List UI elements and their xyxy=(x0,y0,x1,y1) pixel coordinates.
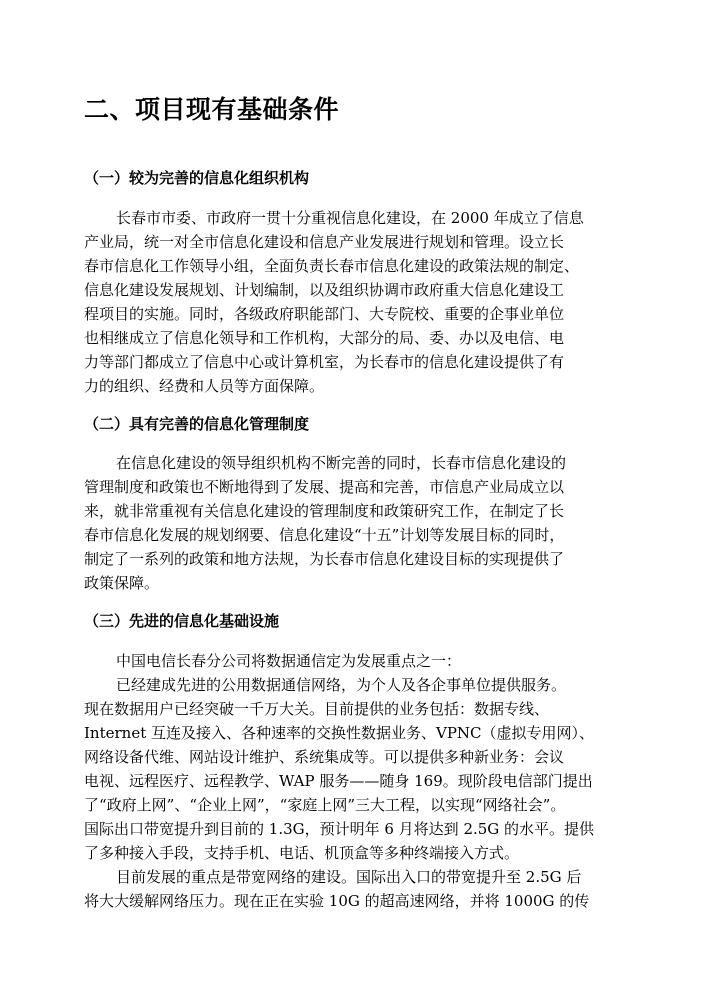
paragraph-line: 现在数据用户已经突破一千万大关。目前提供的业务包括：数据专线、 xyxy=(84,700,550,718)
paragraph-line: 在信息化建设的领导组织机构不断完善的同时，长春市信息化建设的 xyxy=(116,454,567,472)
section-heading-3: （三）先进的信息化基础设施 xyxy=(84,612,280,630)
paragraph-line: 了“政府上网”、“企业上网”，“家庭上网”三大工程，以实现“网络社会”。 xyxy=(84,796,566,814)
paragraph-line: 产业局，统一对全市信息化建设和信息产业发展进行规划和管理。设立长 xyxy=(84,233,565,251)
section-heading-1: （一）较为完善的信息化组织机构 xyxy=(84,169,310,187)
paragraph-line: 信息化建设发展规划、计划编制，以及组织协调市政府重大信息化建设工 xyxy=(84,281,565,299)
paragraph-line: 春市信息化工作领导小组，全面负责长春市信息化建设的政策法规的制定、 xyxy=(84,257,580,275)
paragraph-line: 制定了一系列的政策和地方法规，为长春市信息化建设目标的实现提供了 xyxy=(84,550,565,568)
paragraph-line: 已经建成先进的公用数据通信网络，为个人及各企事单位提供服务。 xyxy=(116,676,567,694)
paragraph-line: 程项目的实施。同时，各级政府职能部门、大专院校、重要的企事业单位 xyxy=(84,305,565,323)
paragraph-line: 将大大缓解网络压力。现在正在实验 10G 的超高速网络，并将 1000G 的传 xyxy=(84,892,590,910)
paragraph-line: 力等部门都成立了信息中心或计算机室，为长春市的信息化建设提供了有 xyxy=(84,353,565,371)
paragraph-line: 目前发展的重点是带宽网络的建设。国际出入口的带宽提升至 2.5G 后 xyxy=(116,868,582,886)
section-heading-2: （二）具有完善的信息化管理制度 xyxy=(84,415,310,433)
paragraph-line: Internet 互连及接入、各种速率的交换性数据业务、VPNC（虚拟专用网）、 xyxy=(84,724,595,742)
paragraph-line: 力的组织、经费和人员等方面保障。 xyxy=(84,377,325,395)
paragraph-line: 春市信息化发展的规划纲要、信息化建设“十五”计划等发展目标的同时， xyxy=(84,526,565,544)
paragraph-line: 也相继成立了信息化领导和工作机构，大部分的局、委、办以及电信、电 xyxy=(84,329,565,347)
paragraph-line: 长春市市委、市政府一贯十分重视信息化建设，在 2000 年成立了信息 xyxy=(116,209,584,227)
paragraph-line: 来，就非常重视有关信息化建设的管理制度和政策研究工作，在制定了长 xyxy=(84,502,565,520)
paragraph-line: 国际出口带宽提升到目前的 1.3G，预计明年 6 月将达到 2.5G 的水平。提供 xyxy=(84,820,595,838)
paragraph-line: 中国电信长春分公司将数据通信定为发展重点之一： xyxy=(116,652,462,670)
paragraph-line: 了多种接入手段，支持手机、电话、机顶盒等多种终端接入方式。 xyxy=(84,844,520,862)
paragraph-line: 政策保障。 xyxy=(84,574,160,592)
paragraph-line: 管理制度和政策也不断地得到了发展、提高和完善，市信息产业局成立以 xyxy=(84,478,565,496)
chapter-title: 二、项目现有基础条件 xyxy=(84,95,340,124)
paragraph-line: 网络设备代维、网站设计维护、系统集成等。可以提供多种新业务：会议 xyxy=(84,748,565,766)
paragraph-line: 电视、远程医疗、远程教学、WAP 服务——随身 169。现阶段电信部门提出 xyxy=(84,772,593,790)
